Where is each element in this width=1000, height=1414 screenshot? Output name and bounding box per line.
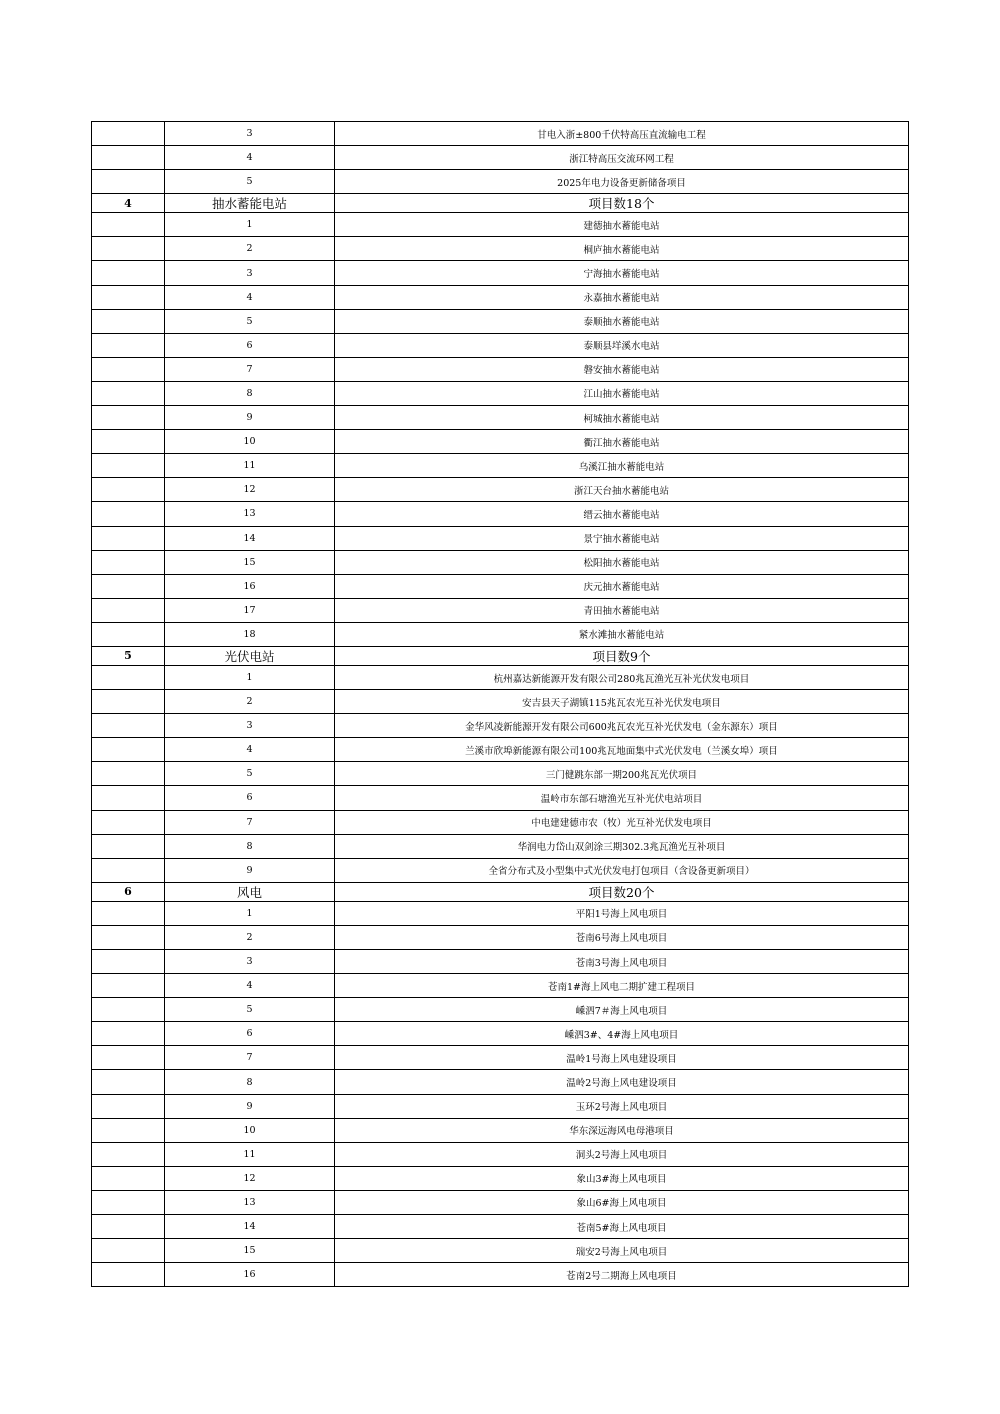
- item-number: 10: [165, 430, 335, 454]
- project-name: 柯城抽水蓄能电站: [335, 406, 909, 430]
- category-cell: [92, 550, 165, 574]
- table-row: [92, 1263, 909, 1287]
- project-name: 安吉县天子湖镇115兆瓦农光互补光伏发电项目: [335, 690, 909, 714]
- category-cell: [92, 122, 165, 146]
- category-cell: [92, 526, 165, 550]
- project-name: 华润电力岱山双剑涂三期302.3兆瓦渔光互补项目: [335, 834, 909, 858]
- category-name: 抽水蓄能电站: [165, 194, 335, 213]
- table-row: [92, 406, 909, 430]
- item-number: 2: [165, 237, 335, 261]
- table-row: [92, 333, 909, 357]
- category-cell: [92, 810, 165, 834]
- project-name: 桐庐抽水蓄能电站: [335, 237, 909, 261]
- table-row: [92, 1046, 909, 1070]
- category-cell: [92, 381, 165, 405]
- category-cell: [92, 357, 165, 381]
- table-row: [92, 357, 909, 381]
- project-name: 江山抽水蓄能电站: [335, 381, 909, 405]
- category-header-row: [92, 646, 909, 665]
- project-name: 缙云抽水蓄能电站: [335, 502, 909, 526]
- project-name: 苍南3号海上风电项目: [335, 950, 909, 974]
- table-row: [92, 550, 909, 574]
- table-row: [92, 974, 909, 998]
- category-cell: [92, 858, 165, 882]
- category-cell: [92, 925, 165, 949]
- table-row: [92, 1070, 909, 1094]
- category-cell: [92, 998, 165, 1022]
- table-row: [92, 762, 909, 786]
- table-row: [92, 1118, 909, 1142]
- project-name: 景宁抽水蓄能电站: [335, 526, 909, 550]
- table-row: [92, 285, 909, 309]
- project-name: 兰溪市欣埠新能源有限公司100兆瓦地面集中式光伏发电（兰溪女埠）项目: [335, 738, 909, 762]
- table-row: [92, 237, 909, 261]
- project-name: 全省分布式及小型集中式光伏发电打包项目（含设备更新项目）: [335, 858, 909, 882]
- item-number: 1: [165, 213, 335, 237]
- project-name: 杭州嘉达新能源开发有限公司280兆瓦渔光互补光伏发电项目: [335, 665, 909, 689]
- project-name: 衢江抽水蓄能电站: [335, 430, 909, 454]
- category-cell: [92, 213, 165, 237]
- item-number: 15: [165, 1239, 335, 1263]
- table-row: [92, 950, 909, 974]
- table-row: [92, 690, 909, 714]
- item-number: 2: [165, 690, 335, 714]
- table-row: [92, 1142, 909, 1166]
- item-number: 6: [165, 333, 335, 357]
- category-cell: [92, 1022, 165, 1046]
- category-cell: [92, 309, 165, 333]
- table-row: [92, 858, 909, 882]
- item-number: 15: [165, 550, 335, 574]
- item-number: 12: [165, 1166, 335, 1190]
- project-name: 苍南2号二期海上风电项目: [335, 1263, 909, 1287]
- category-cell: [92, 333, 165, 357]
- table-row: [92, 738, 909, 762]
- item-number: 11: [165, 454, 335, 478]
- category-cell: [92, 974, 165, 998]
- table-row: [92, 665, 909, 689]
- item-number: 14: [165, 526, 335, 550]
- category-cell: [92, 598, 165, 622]
- item-number: 10: [165, 1118, 335, 1142]
- table-row: [92, 170, 909, 194]
- table-row: [92, 998, 909, 1022]
- item-number: 8: [165, 1070, 335, 1094]
- project-name: 温岭2号海上风电建设项目: [335, 1070, 909, 1094]
- category-cell: [92, 146, 165, 170]
- category-cell: [92, 786, 165, 810]
- project-name: 中电建建德市农（牧）光互补光伏发电项目: [335, 810, 909, 834]
- category-header-row: [92, 882, 909, 901]
- item-number: 11: [165, 1142, 335, 1166]
- table-row: [92, 834, 909, 858]
- table-row: [92, 454, 909, 478]
- item-number: 7: [165, 810, 335, 834]
- project-name: 2025年电力设备更新储备项目: [335, 170, 909, 194]
- table-row: [92, 1166, 909, 1190]
- project-name: 瑞安2号海上风电项目: [335, 1239, 909, 1263]
- item-number: 16: [165, 574, 335, 598]
- category-number: 6: [92, 882, 165, 901]
- category-cell: [92, 1094, 165, 1118]
- item-number: 7: [165, 357, 335, 381]
- category-cell: [92, 261, 165, 285]
- project-name: 金华风凌新能源开发有限公司600兆瓦农光互补光伏发电（金东源东）项目: [335, 714, 909, 738]
- category-cell: [92, 622, 165, 646]
- item-number: 5: [165, 762, 335, 786]
- project-name: 洞头2号海上风电项目: [335, 1142, 909, 1166]
- item-number: 6: [165, 786, 335, 810]
- category-cell: [92, 1166, 165, 1190]
- category-cell: [92, 1215, 165, 1239]
- project-name: 青田抽水蓄能电站: [335, 598, 909, 622]
- project-name: 甘电入浙±800千伏特高压直流输电工程: [335, 122, 909, 146]
- item-number: 3: [165, 950, 335, 974]
- item-number: 4: [165, 974, 335, 998]
- project-name: 苍南5#海上风电项目: [335, 1215, 909, 1239]
- category-cell: [92, 1263, 165, 1287]
- table-row: [92, 1215, 909, 1239]
- category-name: 风电: [165, 882, 335, 901]
- project-name: 浙江特高压交流环网工程: [335, 146, 909, 170]
- category-cell: [92, 1190, 165, 1214]
- item-number: 3: [165, 122, 335, 146]
- item-number: 4: [165, 285, 335, 309]
- category-number: 4: [92, 194, 165, 213]
- item-number: 14: [165, 1215, 335, 1239]
- category-cell: [92, 901, 165, 925]
- table-row: [92, 502, 909, 526]
- category-cell: [92, 237, 165, 261]
- category-cell: [92, 1118, 165, 1142]
- category-cell: [92, 430, 165, 454]
- category-cell: [92, 690, 165, 714]
- project-name: 华东深远海风电母港项目: [335, 1118, 909, 1142]
- table-row: [92, 478, 909, 502]
- project-name: 平阳1号海上风电项目: [335, 901, 909, 925]
- category-number: 5: [92, 646, 165, 665]
- category-cell: [92, 1070, 165, 1094]
- project-name: 温岭市东部石塘渔光互补光伏电站项目: [335, 786, 909, 810]
- project-name: 苍南1#海上风电二期扩建工程项目: [335, 974, 909, 998]
- table-row: [92, 1190, 909, 1214]
- category-cell: [92, 665, 165, 689]
- project-name: 磐安抽水蓄能电站: [335, 357, 909, 381]
- item-number: 5: [165, 309, 335, 333]
- item-number: 4: [165, 738, 335, 762]
- item-number: 7: [165, 1046, 335, 1070]
- table-row: [92, 526, 909, 550]
- project-count: 项目数18个: [335, 194, 909, 213]
- project-name: 象山3#海上风电项目: [335, 1166, 909, 1190]
- project-count: 项目数9个: [335, 646, 909, 665]
- table-row: [92, 213, 909, 237]
- category-cell: [92, 406, 165, 430]
- project-name: 松阳抽水蓄能电站: [335, 550, 909, 574]
- category-name: 光伏电站: [165, 646, 335, 665]
- table-row: [92, 925, 909, 949]
- project-table: [91, 121, 909, 1287]
- item-number: 18: [165, 622, 335, 646]
- category-cell: [92, 170, 165, 194]
- project-name: 永嘉抽水蓄能电站: [335, 285, 909, 309]
- table-row: [92, 1094, 909, 1118]
- category-cell: [92, 1142, 165, 1166]
- category-cell: [92, 502, 165, 526]
- item-number: 1: [165, 665, 335, 689]
- project-name: 嵊泗3#、4#海上风电项目: [335, 1022, 909, 1046]
- item-number: 6: [165, 1022, 335, 1046]
- item-number: 3: [165, 714, 335, 738]
- category-cell: [92, 950, 165, 974]
- table-row: [92, 598, 909, 622]
- category-cell: [92, 738, 165, 762]
- table-row: [92, 430, 909, 454]
- project-name: 紧水滩抽水蓄能电站: [335, 622, 909, 646]
- category-header-row: [92, 194, 909, 213]
- item-number: 13: [165, 1190, 335, 1214]
- table-row: [92, 786, 909, 810]
- project-name: 温岭1号海上风电建设项目: [335, 1046, 909, 1070]
- project-name: 象山6#海上风电项目: [335, 1190, 909, 1214]
- table-row: [92, 1239, 909, 1263]
- table-row: [92, 574, 909, 598]
- table-row: [92, 1022, 909, 1046]
- table-row: [92, 714, 909, 738]
- project-name: 庆元抽水蓄能电站: [335, 574, 909, 598]
- project-name: 苍南6号海上风电项目: [335, 925, 909, 949]
- item-number: 16: [165, 1263, 335, 1287]
- item-number: 8: [165, 381, 335, 405]
- category-cell: [92, 834, 165, 858]
- item-number: 1: [165, 901, 335, 925]
- category-cell: [92, 1046, 165, 1070]
- project-name: 乌溪江抽水蓄能电站: [335, 454, 909, 478]
- item-number: 5: [165, 170, 335, 194]
- category-cell: [92, 285, 165, 309]
- project-name: 建德抽水蓄能电站: [335, 213, 909, 237]
- item-number: 4: [165, 146, 335, 170]
- table-row: [92, 901, 909, 925]
- category-cell: [92, 574, 165, 598]
- table-row: [92, 146, 909, 170]
- table-row: [92, 309, 909, 333]
- project-name: 泰顺县垟溪水电站: [335, 333, 909, 357]
- project-name: 嵊泗7＃海上风电项目: [335, 998, 909, 1022]
- table-row: [92, 122, 909, 146]
- category-cell: [92, 478, 165, 502]
- table-row: [92, 810, 909, 834]
- project-name: 浙江天台抽水蓄能电站: [335, 478, 909, 502]
- category-cell: [92, 1239, 165, 1263]
- item-number: 9: [165, 1094, 335, 1118]
- item-number: 13: [165, 502, 335, 526]
- category-cell: [92, 762, 165, 786]
- table-row: [92, 622, 909, 646]
- item-number: 12: [165, 478, 335, 502]
- project-name: 泰顺抽水蓄能电站: [335, 309, 909, 333]
- item-number: 9: [165, 406, 335, 430]
- category-cell: [92, 454, 165, 478]
- project-name: 三门健跳东部一期200兆瓦光伏项目: [335, 762, 909, 786]
- table-row: [92, 381, 909, 405]
- item-number: 8: [165, 834, 335, 858]
- item-number: 5: [165, 998, 335, 1022]
- item-number: 17: [165, 598, 335, 622]
- item-number: 2: [165, 925, 335, 949]
- project-name: 玉环2号海上风电项目: [335, 1094, 909, 1118]
- item-number: 9: [165, 858, 335, 882]
- project-count: 项目数20个: [335, 882, 909, 901]
- project-name: 宁海抽水蓄能电站: [335, 261, 909, 285]
- table-row: [92, 261, 909, 285]
- item-number: 3: [165, 261, 335, 285]
- category-cell: [92, 714, 165, 738]
